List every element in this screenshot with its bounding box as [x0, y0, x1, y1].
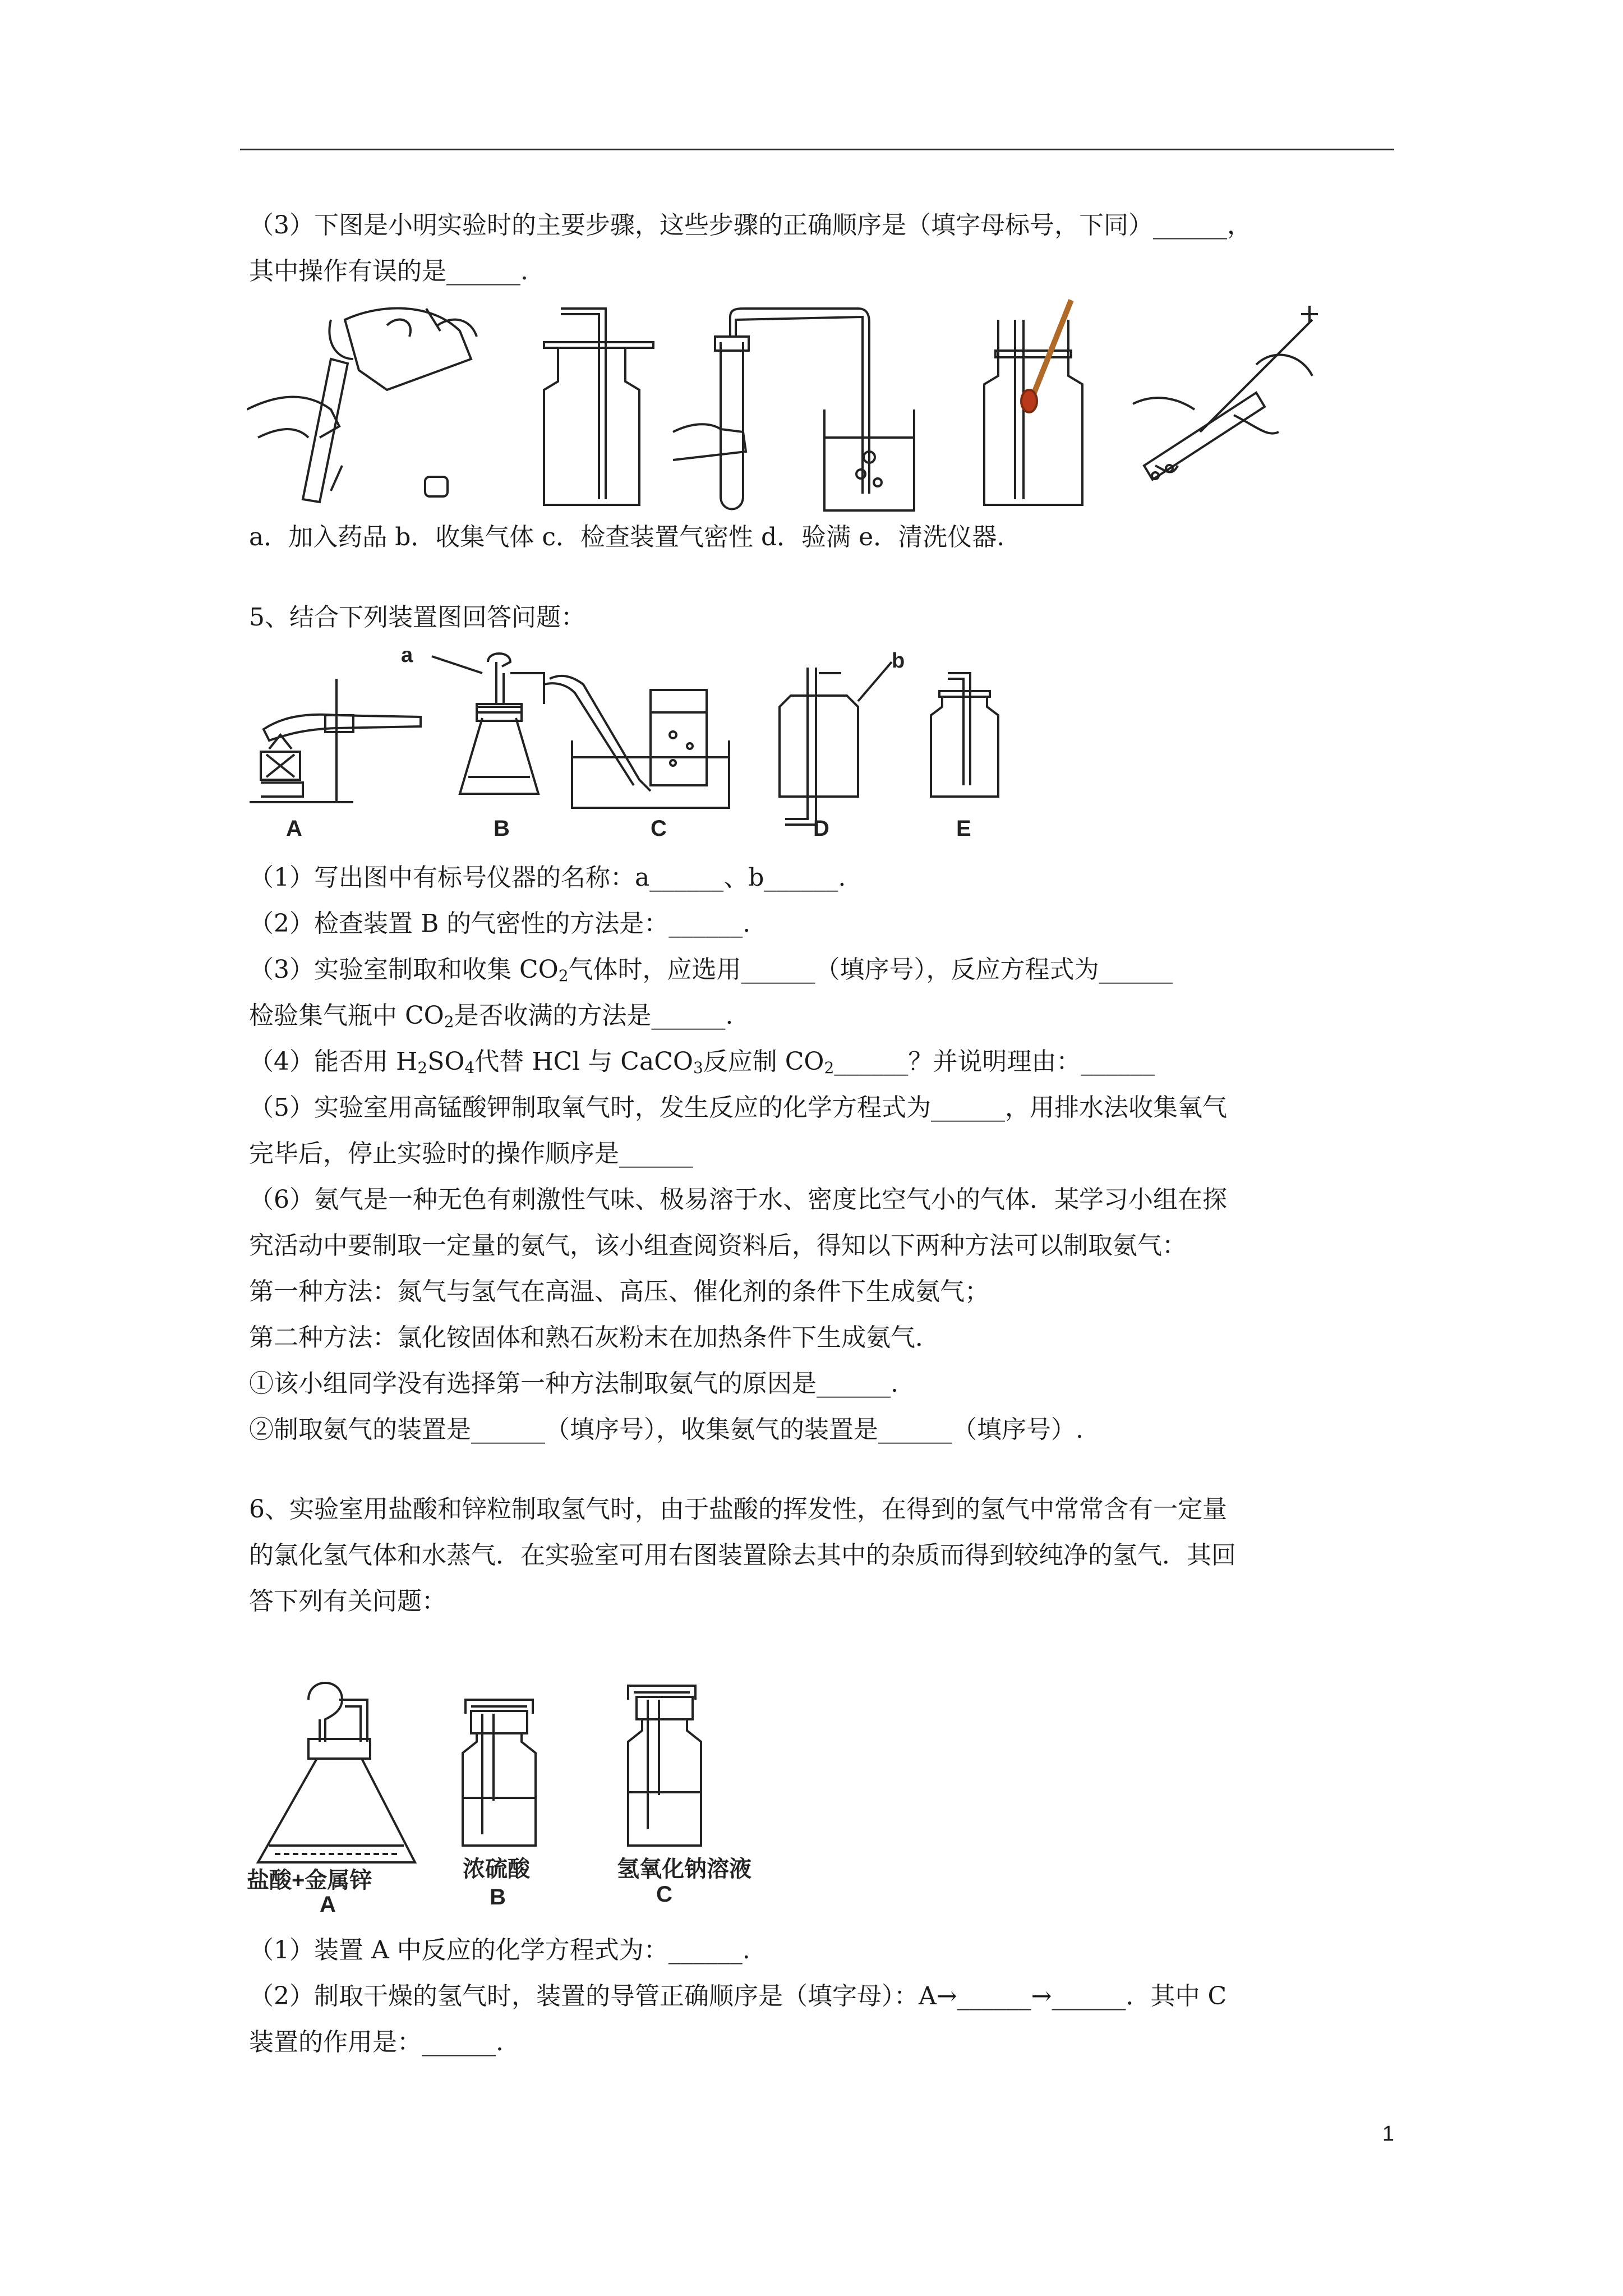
step-d-illustration: [984, 300, 1082, 505]
q5-p1: （1）写出图中有标号仪器的名称：a______、b______.: [249, 863, 846, 892]
page-number: 1: [1382, 2122, 1394, 2146]
svg-text:氢氧化钠溶液: 氢氧化钠溶液: [617, 1857, 751, 1881]
apparatus-c: [544, 676, 729, 808]
step-c-illustration: [673, 309, 914, 510]
q6-line2: 的氯化氢气体和水蒸气．在实验室可用右图装置除去其中的杂质而得到较纯净的氢气．其回: [249, 1541, 1236, 1570]
q5-p5-line1: （5）实验室用高锰酸钾制取氧气时，发生反应的化学方程式为______，用排水法收集氧气: [249, 1093, 1227, 1122]
q5-method1: 第一种方法：氮气与氢气在高温、高压、催化剂的条件下生成氨气；: [249, 1277, 989, 1306]
q3-caption: a．加入药品 b．收集气体 c．检查装置气密性 d．验满 e．清洗仪器.: [249, 523, 1005, 551]
svg-text:B: B: [490, 1885, 506, 1910]
q5-method2: 第二种方法：氯化铵固体和熟石灰粉末在加热条件下生成氨气．: [249, 1323, 940, 1352]
q6-p1: （1）装置 A 中反应的化学方程式为：______.: [249, 1936, 750, 1964]
q5-p5-line2: 完毕后，停止实验时的操作顺序是______: [249, 1139, 693, 1168]
apparatus-a: [250, 679, 421, 802]
q5-p6-line2: 究活动中要制取一定量的氨气，该小组查阅资料后，得知以下两种方法可以制取氨气：: [249, 1231, 1187, 1260]
svg-text:D: D: [813, 816, 829, 841]
q5-title: 5、结合下列装置图回答问题：: [249, 603, 585, 632]
step-a-illustration: [247, 309, 477, 502]
q6-apparatus-figure: [247, 1677, 785, 1913]
q5-apparatus-figure: [247, 651, 1060, 841]
step-b-illustration: [425, 309, 653, 505]
q5-p2: （2）检查装置 B 的气密性的方法是：______.: [249, 909, 751, 938]
q3-line1: （3）下图是小明实验时的主要步骤，这些步骤的正确顺序是（填字母标号，下同）______，: [249, 211, 1252, 240]
q6-p2-line2: 装置的作用是：______.: [249, 2028, 504, 2056]
apparatus-b: [432, 654, 544, 794]
apparatus-e: [931, 673, 998, 797]
svg-text:盐酸+金属锌: 盐酸+金属锌: [247, 1868, 372, 1893]
apparatus-a: [258, 1683, 415, 1862]
svg-text:E: E: [956, 816, 971, 841]
q6-line1: 6、实验室用盐酸和锌粒制取氢气时，由于盐酸的挥发性，在得到的氢气中常常含有一定量: [249, 1495, 1227, 1524]
q5-p3: （3）实验室制取和收集 $CO_2$气体时，应选用______（填序号），反应方程式为______: [249, 955, 1173, 985]
step-e-illustration: [1133, 306, 1318, 480]
q5-p3-check: 检验集气瓶中 $CO_2$是否收满的方法是______.: [249, 1001, 734, 1031]
q6-p2-line1: （2）制取干燥的氢气时，装置的导管正确顺序是（填字母）：A→______→______．其中 C: [249, 1982, 1227, 2010]
q3-steps-figure: [247, 297, 1346, 516]
svg-text:A: A: [320, 1892, 336, 1913]
apparatus-b: [463, 1700, 536, 1846]
q5-sub1: ①该小组同学没有选择第一种方法制取氨气的原因是______.: [249, 1369, 898, 1398]
svg-text:a: a: [401, 651, 413, 667]
svg-text:A: A: [286, 816, 302, 841]
q3-line2: 其中操作有误的是______.: [249, 257, 528, 286]
q5-p4: （4）能否用 $H_2SO_4$代替 HCl 与 CaCO$_3$反应制 $CO_2\_\_\_\_\_\_$？并说明理由：______: [249, 1047, 1155, 1077]
apparatus-d: [780, 662, 892, 825]
q6-line3: 答下列有关问题：: [249, 1587, 446, 1616]
q5-sub2: ②制取氨气的装置是______（填序号），收集氨气的装置是______（填序号）.: [249, 1415, 1083, 1444]
svg-text:浓硫酸: 浓硫酸: [463, 1857, 530, 1881]
svg-text:C: C: [651, 816, 667, 841]
apparatus-c: [628, 1686, 701, 1846]
header-rule: [240, 149, 1394, 150]
q5-p6-line1: （6）氨气是一种无色有刺激性气味、极易溶于水、密度比空气小的气体．某学习小组在探: [249, 1185, 1227, 1214]
svg-text:b: b: [892, 651, 905, 673]
svg-text:B: B: [494, 816, 510, 841]
svg-text:C: C: [656, 1882, 672, 1907]
